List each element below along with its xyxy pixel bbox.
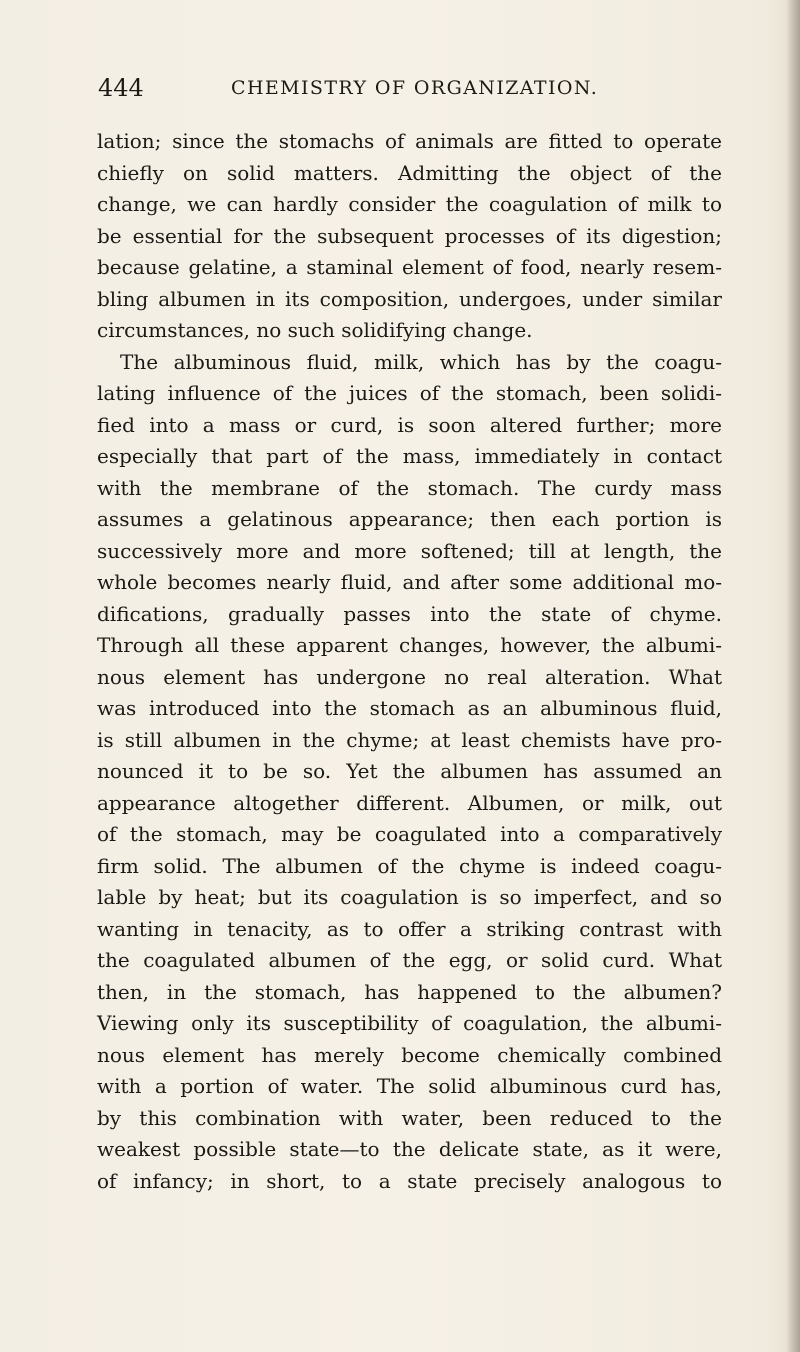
text-line: weakest possible state—to the delicate state, as it were,	[97, 1137, 722, 1161]
text-line: assumes a gelatinous appearance; then each portion is	[97, 507, 722, 531]
text-line: of the stomach, may be coagulated into a comparatively	[97, 822, 722, 846]
text-line: with a portion of water. The solid albuminous curd has,	[97, 1074, 722, 1098]
page-edge-shadow	[786, 0, 800, 1352]
text-line: fied into a mass or curd, is soon altered further; more	[97, 412, 722, 437]
text-line: bling albumen in its composition, undergoes, under similar	[97, 286, 722, 311]
text-line: difications, gradually passes into the state of chyme.	[97, 601, 722, 626]
text-line: successively more and more softened; till at length, the	[97, 538, 722, 563]
running-title: CHEMISTRY OF ORGANIZATION.	[231, 77, 599, 99]
text-line: be essential for the subsequent processes of its digestion;	[97, 223, 722, 248]
text-line: the coagulated albumen of the egg, or solid curd. What	[97, 948, 722, 972]
text-line: of infancy; in short, to a state precisely analogous to	[97, 1168, 722, 1193]
text-line: was introduced into the stomach as an albuminous fluid,	[97, 696, 722, 720]
text-line: nous element has merely become chemically combined	[97, 1042, 722, 1067]
text-line: especially that part of the mass, immediately in contact	[97, 444, 722, 468]
text-line: wanting in tenacity, as to offer a striking contrast with	[97, 916, 722, 941]
text-line: because gelatine, a staminal element of food, nearly resem-	[97, 255, 722, 279]
page-number: 444	[98, 74, 144, 102]
text-line: lating influence of the juices of the stomach, been solidi-	[97, 381, 722, 405]
paragraph-last-line: circumstances, no such solidifying change.	[97, 318, 533, 342]
text-line: Viewing only its susceptibility of coagulation, the albumi-	[97, 1011, 722, 1035]
text-line: lable by heat; but its coagulation is so imperfect, and so	[97, 885, 722, 909]
text-line: firm solid. The albumen of the chyme is indeed coagu-	[97, 853, 722, 878]
text-line: by this combination with water, been reduced to the	[97, 1105, 722, 1130]
text-line: nounced it to be so. Yet the albumen has assumed an	[97, 759, 722, 783]
text-line: Through all these apparent changes, however, the albumi-	[97, 633, 722, 657]
text-line: appearance altogether different. Albumen, or milk, out	[97, 790, 722, 815]
text-line: is still albumen in the chyme; at least chemists have pro-	[97, 727, 722, 752]
text-line: lation; since the stomachs of animals are fitted to operate	[97, 129, 722, 153]
paragraph-first-line: The albuminous fluid, milk, which has by the coagu-	[120, 349, 722, 374]
text-line: then, in the stomach, has happened to the albumen?	[97, 979, 722, 1004]
text-line: with the membrane of the stomach. The curdy mass	[97, 475, 722, 500]
text-line: nous element has undergone no real alteration. What	[97, 664, 722, 689]
body-text	[97, 126, 722, 1197]
text-line: change, we can hardly consider the coagulation of milk to	[97, 192, 722, 216]
running-header	[98, 74, 698, 114]
text-line: whole becomes nearly fluid, and after some additional mo-	[97, 570, 722, 594]
text-line: chiefly on solid matters. Admitting the object of the	[97, 160, 722, 185]
